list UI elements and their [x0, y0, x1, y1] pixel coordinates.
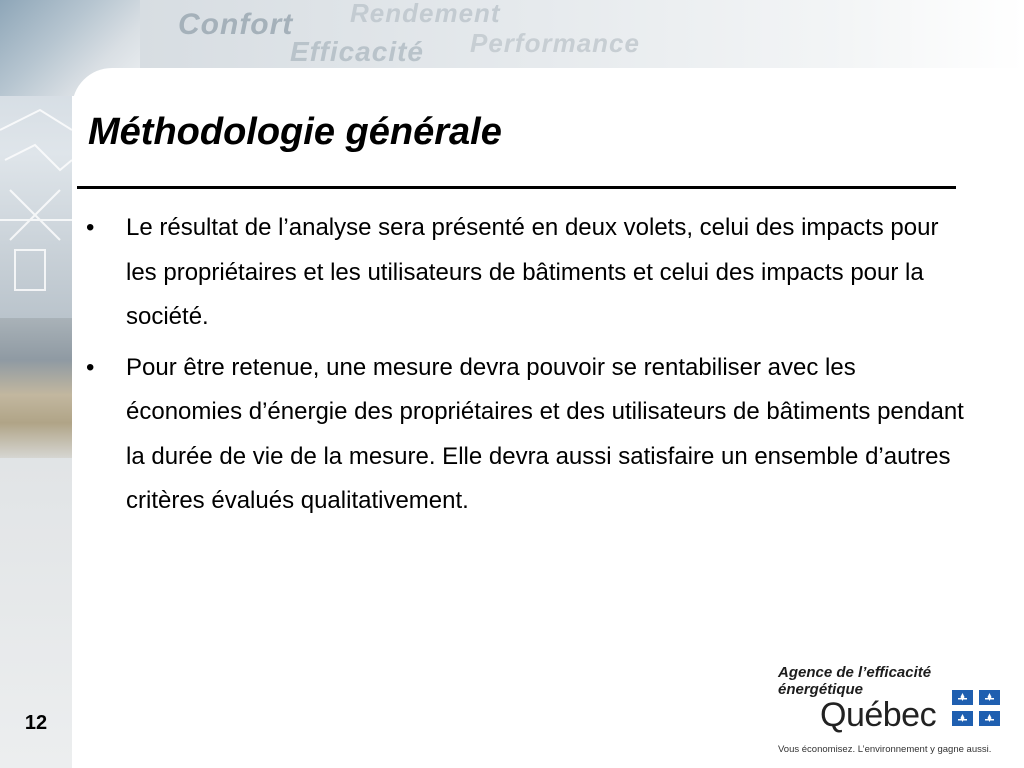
- bullet-list: [86, 206, 966, 530]
- bullet-item: [86, 206, 966, 340]
- banner-word: Rendement: [350, 0, 501, 28]
- fleur-de-lis-flag-icon: [952, 690, 1000, 726]
- banner-word: Performance: [470, 28, 640, 58]
- page-number: 12: [24, 712, 48, 734]
- agency-logo: [770, 660, 1010, 760]
- decorative-city-photo: [0, 318, 72, 458]
- bullet-text: Pour être retenue, une mesure devra pouvoir se rentabiliser avec les économies d’énergie des propriétaires et des utilisateurs de bâtiments pendant la durée de vie de la mesure. Elle devra aussi satisfaire un ensemble d’autres critères évalués qualitativement.: [126, 353, 964, 514]
- logo-agency-name: [778, 664, 931, 698]
- header-banner: [140, 0, 1024, 68]
- logo-quebec-wordmark: Québec: [820, 696, 937, 734]
- title-divider: [77, 186, 956, 189]
- decorative-blueprint-lines: [0, 100, 72, 310]
- slide-title: Méthodologie générale: [88, 111, 502, 153]
- banner-word: Efficacité: [290, 36, 424, 67]
- bullet-item: [86, 346, 966, 524]
- banner-word: Confort: [178, 8, 294, 41]
- bullet-marker: •: [86, 214, 95, 241]
- logo-tagline: Vous économisez. L’environnement y gagne aussi.: [778, 744, 992, 755]
- logo-agency-line: énergétique: [778, 681, 864, 698]
- bullet-marker: •: [86, 353, 95, 381]
- logo-agency-line: Agence de l’efficacité: [778, 664, 932, 681]
- bullet-text: Le résultat de l’analyse sera présenté en deux volets, celui des impacts pour les propriétaires et les utilisateurs de bâtiments et celui des impacts pour la société.: [126, 214, 939, 330]
